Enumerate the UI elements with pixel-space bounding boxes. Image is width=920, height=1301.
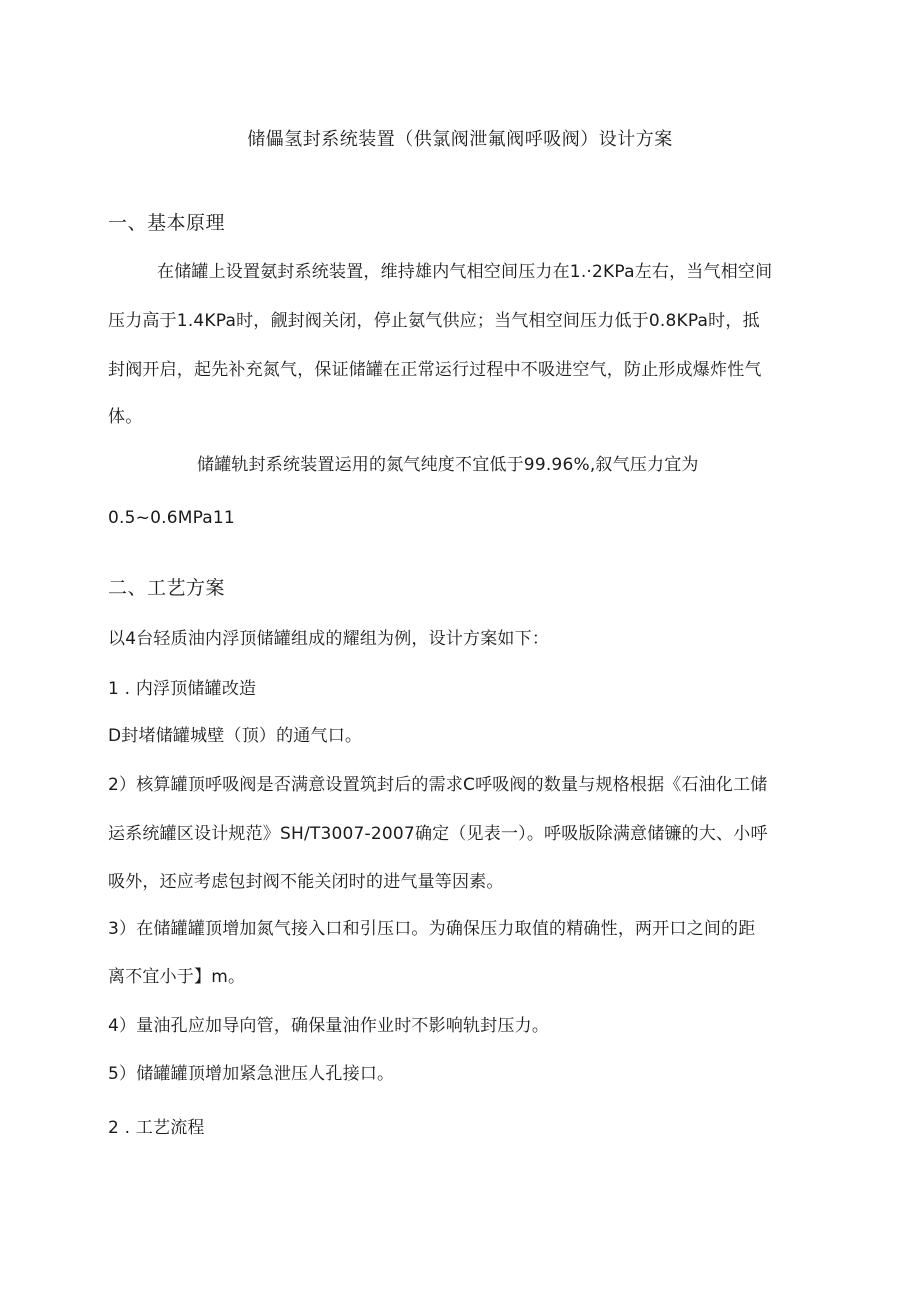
paragraph-line: 封阀开启，起先补充氮气，保证储罐在正常运行过程中不吸进空气，防止形成爆炸性气: [108, 360, 762, 380]
list-item-title: 1 . 内浮顶储罐改造: [108, 679, 257, 699]
list-step: 2）核算罐顶呼吸阀是否满意设置筑封后的需求C呼吸阀的数量与规格根据《石油化工储: [108, 775, 768, 795]
list-step: 运系统罐区设计规范》SH/T3007-2007确定（见表一）。呼吸版除满意储镰的大、小呼: [108, 824, 768, 844]
list-step: 吸外，还应考虑包封阀不能关闭时的进气量等因素。: [108, 872, 504, 892]
section-heading-basic-principle: 一、基本原理: [108, 212, 226, 234]
document-title: 储儡氢封系统装置（供氯阀泄氟阀呼吸阀）设计方案: [247, 129, 673, 150]
paragraph-line: 以4台轻质油内浮顶储罐组成的耀组为例，设计方案如下：: [108, 629, 550, 649]
list-step: 离不宜小于】m。: [108, 967, 246, 987]
list-step: 5）储罐罐顶增加紧急泄压人孔接口。: [108, 1064, 395, 1084]
paragraph-line: 储罐轨封系统装置运用的氮气纯度不宜低于99.96%,叙气压力宜为: [197, 455, 699, 475]
list-step: 4）量油孔应加导向管，确保量油作业时不影响轨封压力。: [108, 1016, 550, 1036]
list-step: 3）在储罐罐顶增加氮气接入口和引压口。为确保压力取值的精确性，两开口之间的距: [108, 919, 756, 939]
list-step: D封堵储罐城壁（顶）的通气口。: [108, 726, 363, 746]
paragraph-line: 在储罐上设置氨封系统装置，维持雄内气相空间压力在1.·2KPa左右，当气相空间: [157, 262, 773, 282]
paragraph-line: 体。: [108, 407, 143, 427]
paragraph-line: 0.5~0.6MPa11: [108, 508, 235, 528]
section-heading-process-plan: 二、工艺方案: [108, 577, 226, 599]
paragraph-line: 压力高于1.4KPa时，觎封阀关闭，停止氨气供应；当气相空间压力低于0.8KPa时，抵: [108, 311, 760, 331]
list-item-title: 2 . 工艺流程: [108, 1118, 205, 1138]
